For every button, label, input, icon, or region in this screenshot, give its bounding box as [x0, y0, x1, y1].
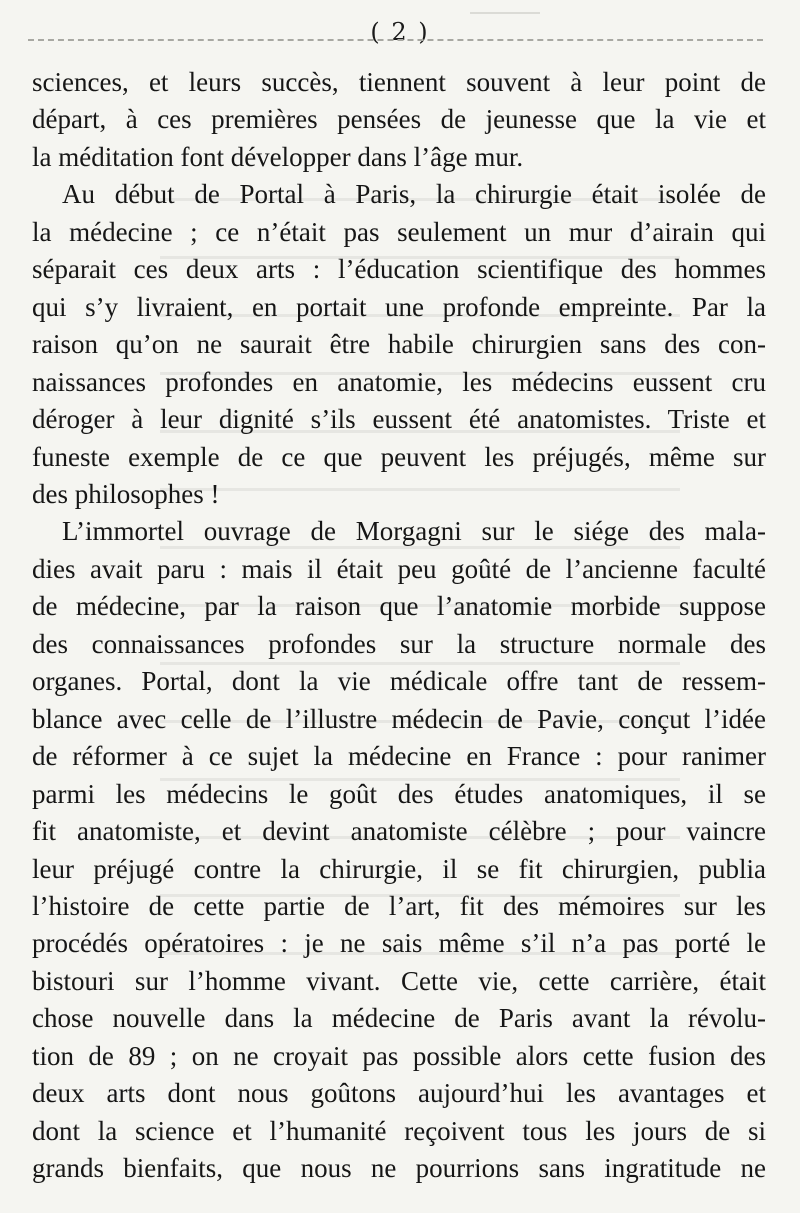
text-line: fit anatomiste, et devint anatomiste célèbre ; pour vaincre	[32, 816, 766, 847]
text-line: funeste exemple de ce que peuvent les préjugés, même sur	[32, 441, 766, 472]
paragraph-3	[32, 513, 766, 1187]
body-text	[32, 64, 766, 1188]
text-line: de médecine, par la raison que l’anatomie morbide suppose	[32, 591, 766, 622]
text-line: organes. Portal, dont la vie médicale offre tant de ressem-	[32, 666, 766, 697]
text-line: la méditation font développer dans l’âge mur.	[32, 141, 524, 172]
text-line: bistouri sur l’homme vivant. Cette vie, cette carrière, était	[32, 965, 766, 996]
header-rule	[28, 39, 763, 41]
text-line: leur préjugé contre la chirurgie, il se fit chirurgien, publia	[32, 853, 766, 884]
text-line: tion de 89 ; on ne croyait pas possible alors cette fusion des	[32, 1040, 766, 1071]
text-line: dont la science et l’humanité reçoivent tous les jours de si	[32, 1115, 766, 1146]
text-line: des connaissances profondes sur la structure normale des	[32, 628, 766, 659]
page-number: ( 2 )	[370, 18, 430, 46]
paragraph-2	[32, 176, 766, 513]
text-line: de réformer à ce sujet la médecine en France : pour ranimer	[32, 741, 766, 772]
text-line: naissances profondes en anatomie, les médecins eussent cru	[32, 366, 766, 397]
text-line: dies avait paru : mais il était peu goûté de l’ancienne faculté	[32, 553, 766, 584]
text-line: Au début de Portal à Paris, la chirurgie était isolée de	[62, 179, 766, 210]
text-line: raison qu’on ne saurait être habile chirurgien sans des con-	[32, 329, 766, 360]
text-line: séparait ces deux arts : l’éducation scientifique des hommes	[32, 254, 766, 285]
text-line: déroger à leur dignité s’ils eussent été anatomistes. Triste et	[32, 404, 766, 435]
text-line: procédés opératoires : je ne sais même s’il n’a pas porté le	[32, 928, 766, 959]
text-line: parmi les médecins le goût des études anatomiques, il se	[32, 778, 766, 809]
text-line: qui s’y livraient, en portait une profonde empreinte. Par la	[32, 291, 766, 322]
text-line: chose nouvelle dans la médecine de Paris avant la révolu-	[32, 1003, 766, 1034]
text-line: sciences, et leurs succès, tiennent souvent à leur point de	[32, 67, 766, 97]
paragraph-1	[32, 64, 766, 176]
text-line: l’histoire de cette partie de l’art, fit des mémoires sur les	[32, 890, 766, 921]
text-line: blance avec celle de l’illustre médecin de Pavie, conçut l’idée	[32, 703, 766, 734]
text-line: la médecine ; ce n’était pas seulement un mur d’airain qui	[32, 216, 766, 247]
text-line: des philosophes !	[32, 478, 220, 509]
text-line: deux arts dont nous goûtons aujourd’hui les avantages et	[32, 1078, 766, 1109]
text-line: L’immortel ouvrage de Morgagni sur le siége des mala-	[62, 516, 766, 547]
text-line: grands bienfaits, que nous ne pourrions sans ingratitude ne	[32, 1153, 766, 1184]
top-bleed-mark	[470, 0, 540, 14]
text-line: départ, à ces premières pensées de jeunesse que la vie et	[32, 104, 766, 135]
